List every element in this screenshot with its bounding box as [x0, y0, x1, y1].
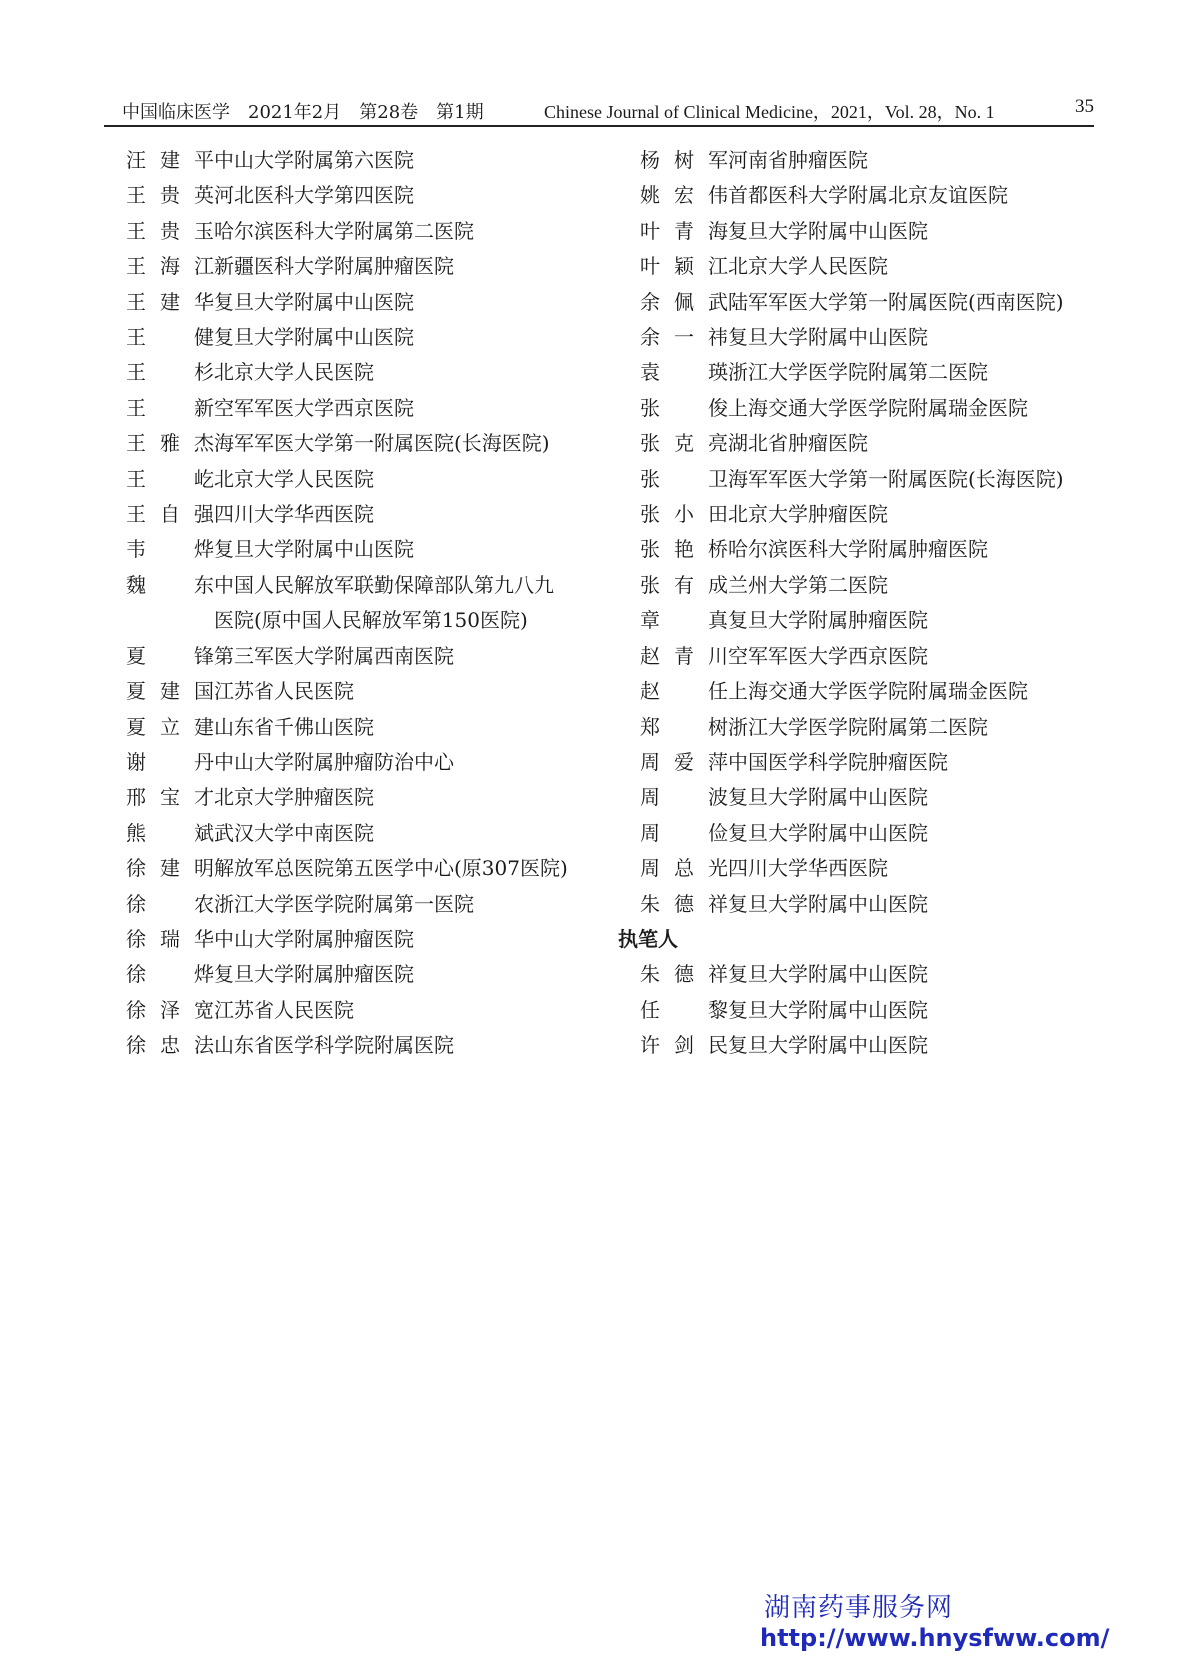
- member-institution: [728, 745, 948, 780]
- institution-line: 河南省肿瘤医院: [728, 148, 868, 172]
- member-name: 徐瑞华: [126, 926, 214, 951]
- member-name: 杨树军: [640, 148, 728, 172]
- member-name: 徐泽宽: [126, 997, 214, 1022]
- member-name: 汪建平: [126, 148, 214, 172]
- institution-line: 北京大学人民医院: [728, 254, 888, 279]
- member-institution: [214, 178, 414, 213]
- member-entry: [126, 320, 596, 355]
- member-entry: [126, 249, 596, 284]
- institution-line: 山东省千佛山医院: [214, 714, 374, 739]
- member-name: 余一祎: [640, 325, 728, 350]
- member-entry: [640, 143, 1110, 178]
- institution-line: 中国人民解放军联勤保障部队第九八九: [214, 572, 554, 597]
- member-name: 韦 烨: [126, 537, 214, 562]
- member-institution: [728, 1028, 928, 1063]
- member-entry: [640, 957, 1110, 992]
- member-institution: [728, 320, 928, 355]
- member-institution: [214, 780, 374, 815]
- institution-line: 复旦大学附属肿瘤医院: [214, 962, 414, 987]
- member-institution: [728, 143, 868, 178]
- institution-line: 第三军医大学附属西南医院: [214, 643, 454, 668]
- member-name: 王 健: [126, 325, 214, 350]
- member-institution: [728, 639, 928, 674]
- member-entry: [126, 745, 596, 780]
- member-entry: [126, 462, 596, 497]
- member-institution: [728, 710, 988, 745]
- member-entry: [126, 887, 596, 922]
- institution-line: 北京大学肿瘤医院: [728, 502, 888, 527]
- member-name: 郑 树: [640, 714, 728, 739]
- member-institution: [214, 143, 414, 178]
- member-entry: [126, 214, 596, 249]
- institution-line: 复旦大学附属中山医院: [728, 325, 928, 350]
- member-institution: [214, 639, 454, 674]
- member-institution: [728, 249, 888, 284]
- institution-line: 复旦大学附属肿瘤医院: [728, 608, 928, 633]
- member-institution: [728, 603, 928, 638]
- member-entry: [640, 887, 1110, 922]
- writers-list: [640, 957, 1110, 1063]
- member-entry: [640, 320, 1110, 355]
- member-institution: [728, 285, 1064, 320]
- member-institution: [214, 320, 414, 355]
- member-entry: [126, 816, 596, 851]
- member-name: 张 卫: [640, 466, 728, 491]
- member-entry: [126, 922, 596, 957]
- member-entry: [640, 993, 1110, 1028]
- member-institution: [728, 957, 928, 992]
- institution-line: 中山大学附属肿瘤防治中心: [214, 749, 454, 774]
- member-entry: [126, 957, 596, 992]
- member-name: 叶颖江: [640, 254, 728, 279]
- member-name: 周 俭: [640, 820, 728, 845]
- member-name: 张克亮: [640, 431, 728, 456]
- institution-line: 四川大学华西医院: [728, 856, 888, 881]
- member-institution: [728, 462, 1064, 497]
- institution-line: 四川大学华西医院: [214, 502, 374, 527]
- member-name: 张 俊: [640, 395, 728, 420]
- member-name: 周 波: [640, 785, 728, 810]
- watermark-site-url: http://www.hnysfww.com/: [760, 1624, 1110, 1652]
- member-institution: [728, 887, 928, 922]
- member-institution: [728, 532, 988, 567]
- member-entry: [126, 532, 596, 567]
- member-entry: [126, 780, 596, 815]
- member-entry: [126, 426, 596, 461]
- institution-line: 复旦大学附属中山医院: [728, 962, 928, 987]
- member-name: 任 黎: [640, 997, 728, 1022]
- institution-line: 陆军军医大学第一附属医院(西南医院): [728, 289, 1064, 314]
- member-institution: [728, 214, 928, 249]
- member-entry: [640, 603, 1110, 638]
- member-entry: [640, 426, 1110, 461]
- member-entry: [126, 568, 596, 639]
- member-institution: [214, 532, 414, 567]
- left-column: [126, 143, 596, 1064]
- member-entry: [640, 639, 1110, 674]
- member-entry: [126, 497, 596, 532]
- member-institution: [214, 249, 454, 284]
- member-entry: [640, 497, 1110, 532]
- institution-line: 武汉大学中南医院: [214, 820, 374, 845]
- member-entry: [640, 532, 1110, 567]
- member-institution: [728, 851, 888, 886]
- member-institution: [728, 426, 868, 461]
- member-institution: [728, 497, 888, 532]
- member-entry: [126, 710, 596, 745]
- member-entry: [640, 214, 1110, 249]
- member-institution: [214, 710, 374, 745]
- member-name: 徐 农: [126, 891, 214, 916]
- journal-title-en: Chinese Journal of Clinical Medicine，2021，Vol. 28，No. 1: [544, 102, 995, 122]
- member-entry: [126, 639, 596, 674]
- member-name: 夏建国: [126, 679, 214, 704]
- member-name: 徐 烨: [126, 962, 214, 987]
- member-entry: [126, 851, 596, 886]
- institution-line: 北京大学人民医院: [214, 360, 374, 385]
- member-institution: [214, 887, 474, 922]
- right-column: [618, 143, 1110, 1064]
- member-entry: [126, 674, 596, 709]
- member-name: 王 杉: [126, 360, 214, 385]
- member-institution: [214, 497, 374, 532]
- member-institution: [728, 355, 988, 390]
- institution-line: 上海交通大学医学院附属瑞金医院: [728, 679, 1028, 704]
- journal-title-cn: 中国临床医学 2021年2月 第28卷 第1期: [122, 102, 484, 123]
- member-name: 王贵玉: [126, 218, 214, 243]
- institution-line: 复旦大学附属中山医院: [214, 289, 414, 314]
- member-name: 王 屹: [126, 466, 214, 491]
- institution-line: 海军军医大学第一附属医院(长海医院): [214, 431, 550, 456]
- institution-line: 复旦大学附属中山医院: [214, 325, 414, 350]
- institution-line: 北京大学肿瘤医院: [214, 785, 374, 810]
- member-entry: [640, 816, 1110, 851]
- member-name: 朱德祥: [640, 891, 728, 916]
- member-name: 邢宝才: [126, 785, 214, 810]
- member-institution: [728, 674, 1028, 709]
- member-name: 周总光: [640, 856, 728, 881]
- institution-line: 复旦大学附属中山医院: [728, 218, 928, 243]
- member-entry: [126, 143, 596, 178]
- institution-line: 中国医学科学院肿瘤医院: [728, 749, 948, 774]
- member-entry: [640, 710, 1110, 745]
- member-name: 谢 丹: [126, 749, 214, 774]
- member-name: 徐建明: [126, 856, 214, 881]
- member-entry: [640, 462, 1110, 497]
- member-institution: [214, 745, 454, 780]
- member-name: 周爱萍: [640, 749, 728, 774]
- member-entry: [640, 391, 1110, 426]
- member-institution: [214, 816, 374, 851]
- member-entry: [640, 745, 1110, 780]
- member-entry: [126, 355, 596, 390]
- member-institution: [214, 1028, 454, 1063]
- right-member-list: [640, 143, 1110, 922]
- member-entry: [126, 391, 596, 426]
- institution-line: 河北医科大学第四医院: [214, 183, 414, 208]
- member-entry: [640, 355, 1110, 390]
- member-name: 魏 东: [126, 572, 214, 597]
- member-name: 赵青川: [640, 643, 728, 668]
- institution-line: 湖北省肿瘤医院: [728, 431, 868, 456]
- institution-line-continued: 医院(原中国人民解放军第150医院): [214, 608, 528, 633]
- member-name: 熊 斌: [126, 820, 214, 845]
- member-institution: [214, 355, 374, 390]
- member-institution: [728, 993, 928, 1028]
- institution-line: 新疆医科大学附属肿瘤医院: [214, 254, 454, 279]
- institution-line: 上海交通大学医学院附属瑞金医院: [728, 395, 1028, 420]
- member-entry: [126, 178, 596, 213]
- member-name: 朱德祥: [640, 962, 728, 987]
- member-name: 王 新: [126, 395, 214, 420]
- member-name: 张小田: [640, 502, 728, 527]
- member-entry: [640, 674, 1110, 709]
- member-name: 王海江: [126, 254, 214, 279]
- site-watermark: [760, 1587, 1109, 1652]
- institution-line: 解放军总医院第五医学中心(原307医院): [214, 856, 568, 881]
- institution-line: 江苏省人民医院: [214, 997, 354, 1022]
- member-institution: [214, 993, 354, 1028]
- institution-line: 哈尔滨医科大学附属第二医院: [214, 218, 474, 243]
- member-entry: [640, 851, 1110, 886]
- institution-line: 哈尔滨医科大学附属肿瘤医院: [728, 537, 988, 562]
- member-name: 王自强: [126, 502, 214, 527]
- writers-heading: 执笔人: [618, 926, 678, 951]
- member-entry: [126, 285, 596, 320]
- member-institution: [214, 851, 568, 886]
- member-institution: [214, 957, 414, 992]
- member-institution: [214, 391, 414, 426]
- member-name: 夏 锋: [126, 643, 214, 668]
- running-header: [104, 96, 1094, 126]
- member-name: 张有成: [640, 572, 728, 597]
- institution-line: 江苏省人民医院: [214, 679, 354, 704]
- institution-line: 复旦大学附属中山医院: [728, 997, 928, 1022]
- institution-line: 空军军医大学西京医院: [214, 395, 414, 420]
- member-institution: [728, 568, 888, 603]
- member-name: 王贵英: [126, 183, 214, 208]
- member-name: 许剑民: [640, 1033, 728, 1058]
- member-institution: [728, 816, 928, 851]
- member-name: 夏立建: [126, 714, 214, 739]
- institution-line: 海军军医大学第一附属医院(长海医院): [728, 466, 1064, 491]
- page-number: 35: [1075, 96, 1094, 117]
- member-entry: [640, 178, 1110, 213]
- institution-line: 复旦大学附属中山医院: [728, 1033, 928, 1058]
- member-institution: [214, 674, 354, 709]
- institution-line: 复旦大学附属中山医院: [214, 537, 414, 562]
- member-name: 王雅杰: [126, 431, 214, 456]
- member-institution: [214, 568, 554, 639]
- institution-line: 中山大学附属肿瘤医院: [214, 926, 414, 951]
- member-name: 袁 瑛: [640, 360, 728, 385]
- member-entry: [126, 1028, 596, 1063]
- member-name: 徐忠法: [126, 1033, 214, 1058]
- institution-line: 复旦大学附属中山医院: [728, 785, 928, 810]
- member-institution: [214, 922, 414, 957]
- institution-line: 复旦大学附属中山医院: [728, 891, 928, 916]
- member-name: 章 真: [640, 608, 728, 633]
- member-name: 姚宏伟: [640, 183, 728, 208]
- member-name: 余佩武: [640, 289, 728, 314]
- member-name: 赵 任: [640, 679, 728, 704]
- member-entry: [640, 780, 1110, 815]
- member-entry: [640, 285, 1110, 320]
- member-institution: [214, 462, 374, 497]
- member-institution: [728, 391, 1028, 426]
- institution-line: 空军军医大学西京医院: [728, 643, 928, 668]
- member-name: 王建华: [126, 289, 214, 314]
- institution-line: 山东省医学科学院附属医院: [214, 1033, 454, 1058]
- institution-line: 复旦大学附属中山医院: [728, 820, 928, 845]
- institution-line: 浙江大学医学院附属第二医院: [728, 714, 988, 739]
- institution-line: 浙江大学医学院附属第二医院: [728, 360, 988, 385]
- member-name: 叶青海: [640, 218, 728, 243]
- member-institution: [728, 780, 928, 815]
- member-name: 张艳桥: [640, 537, 728, 562]
- member-institution: [214, 285, 414, 320]
- member-entry: [640, 1028, 1110, 1063]
- member-institution: [214, 214, 474, 249]
- member-entry: [640, 249, 1110, 284]
- member-entry: [640, 568, 1110, 603]
- member-entry: [126, 993, 596, 1028]
- member-institution: [728, 178, 1008, 213]
- institution-line: 浙江大学医学院附属第一医院: [214, 891, 474, 916]
- institution-line: 北京大学人民医院: [214, 466, 374, 491]
- institution-line: 中山大学附属第六医院: [214, 148, 414, 172]
- institution-line: 首都医科大学附属北京友谊医院: [728, 183, 1008, 208]
- institution-line: 兰州大学第二医院: [728, 572, 888, 597]
- member-institution: [214, 426, 550, 461]
- header-rule: [104, 125, 1094, 127]
- watermark-site-name: 湖南药事服务网: [764, 1593, 954, 1623]
